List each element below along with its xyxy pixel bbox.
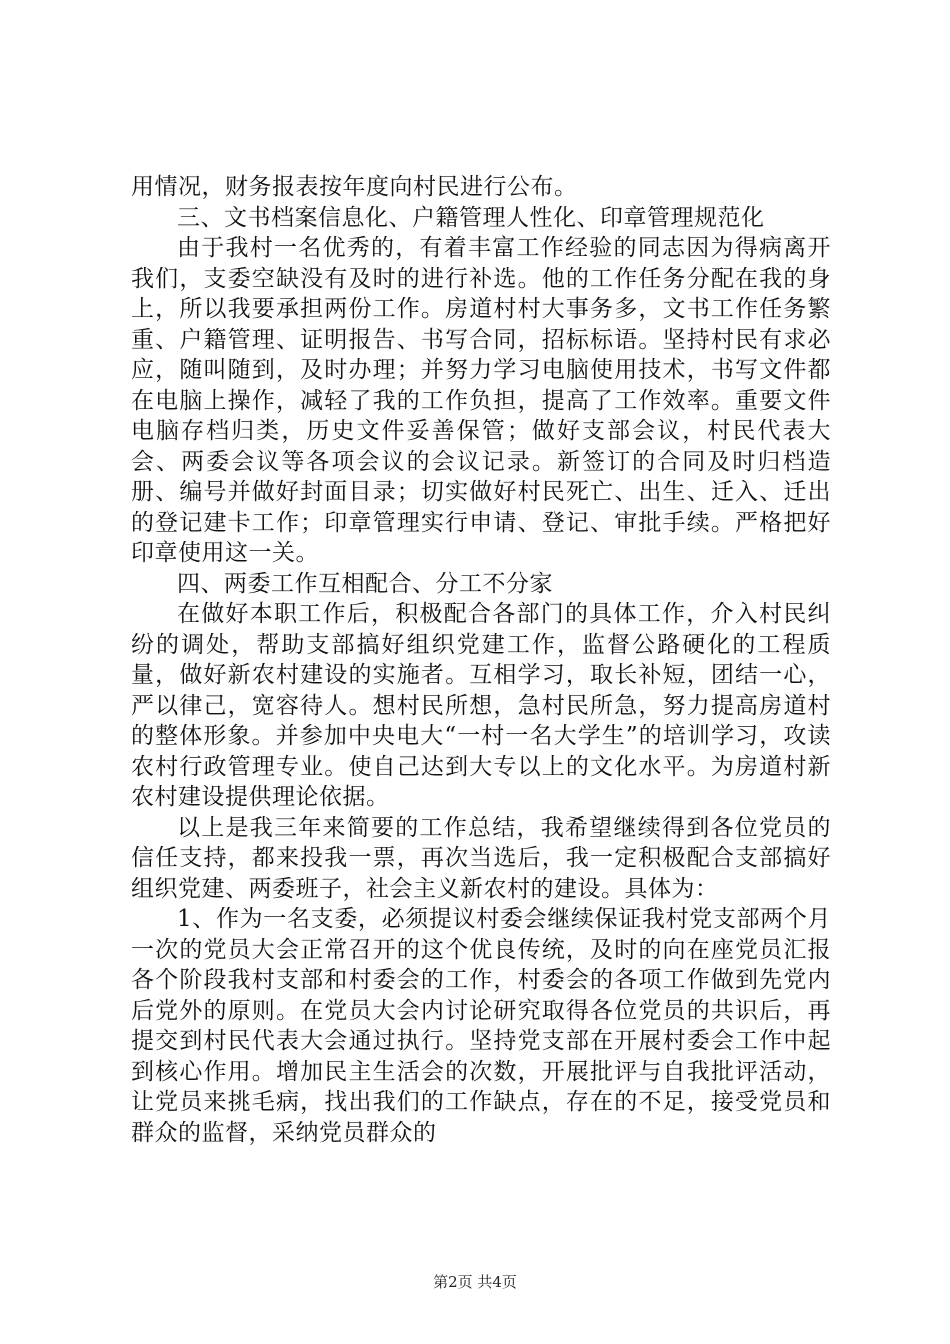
- paragraph-item-1: 1、作为一名支委，必须提议村委会继续保证我村党支部两个月一次的党员大会正常召开的这个优良传统，及时的向在座党员汇报各个阶段我村支部和村委会的工作，村委会的各项工作做到先党内后党外的原则。在党员大会内讨论研究取得各位党员的共识后，再提交到村民代表大会通过执行。坚持党支部在开展村委会工作中起到核心作用。增加民主生活会的次数，开展批评与自我批评活动，让党员来挑毛病，找出我们的工作缺点，存在的不足，接受党员和群众的监督，采纳党员群众的: [131, 906, 831, 1146]
- document-body: [131, 172, 831, 1148]
- paragraph-continuation: 用情况，财务报表按年度向村民进行公布。: [131, 174, 578, 200]
- section-heading-3: 三、文书档案信息化、户籍管理人性化、印章管理规范化: [177, 204, 765, 231]
- paragraph-summary: 以上是我三年来简要的工作总结，我希望继续得到各位党员的信任支持，都来投我一票，再次当选后，我一定积极配合支部搞好组织党建、两委班子，社会主义新农村的建设。具体为：: [131, 814, 831, 902]
- section-heading-4: 四、两委工作互相配合、分工不分家: [177, 570, 553, 597]
- paragraph-archives: 由于我村一名优秀的，有着丰富工作经验的同志因为得病离开我们，支委空缺没有及时的进行补选。他的工作任务分配在我的身上，所以我要承担两份工作。房道村村大事务多，文书工作任务繁重、户籍管理、证明报告、书写合同，招标标语。坚持村民有求必应，随叫随到，及时办理；并努力学习电脑使用技术，书写文件都在电脑上操作，减轻了我的工作负担，提高了工作效率。重要文件电脑存档归类，历史文件妥善保管；做好支部会议，村民代表大会、两委会议等各项会议的会议记录。新签订的合同及时归档造册、编号并做好封面目录；切实做好村民死亡、出生、迁入、迁出的登记建卡工作；印章管理实行申请、登记、审批手续。严格把好印章使用这一关。: [131, 235, 831, 566]
- paragraph-cooperation: 在做好本职工作后，积极配合各部门的具体工作，介入村民纠纷的调处，帮助支部搞好组织党建工作，监督公路硬化的工程质量，做好新农村建设的实施者。互相学习，取长补短，团结一心，严以律己，宽容待人。想村民所想，急村民所急，努力提高房道村的整体形象。并参加中央电大“一村一名大学生”的培训学习，攻读农村行政管理专业。使自己达到大专以上的文化水平。为房道村新农村建设提供理论依据。: [131, 601, 831, 810]
- page-number-footer: 第2页 共4页: [433, 1273, 517, 1291]
